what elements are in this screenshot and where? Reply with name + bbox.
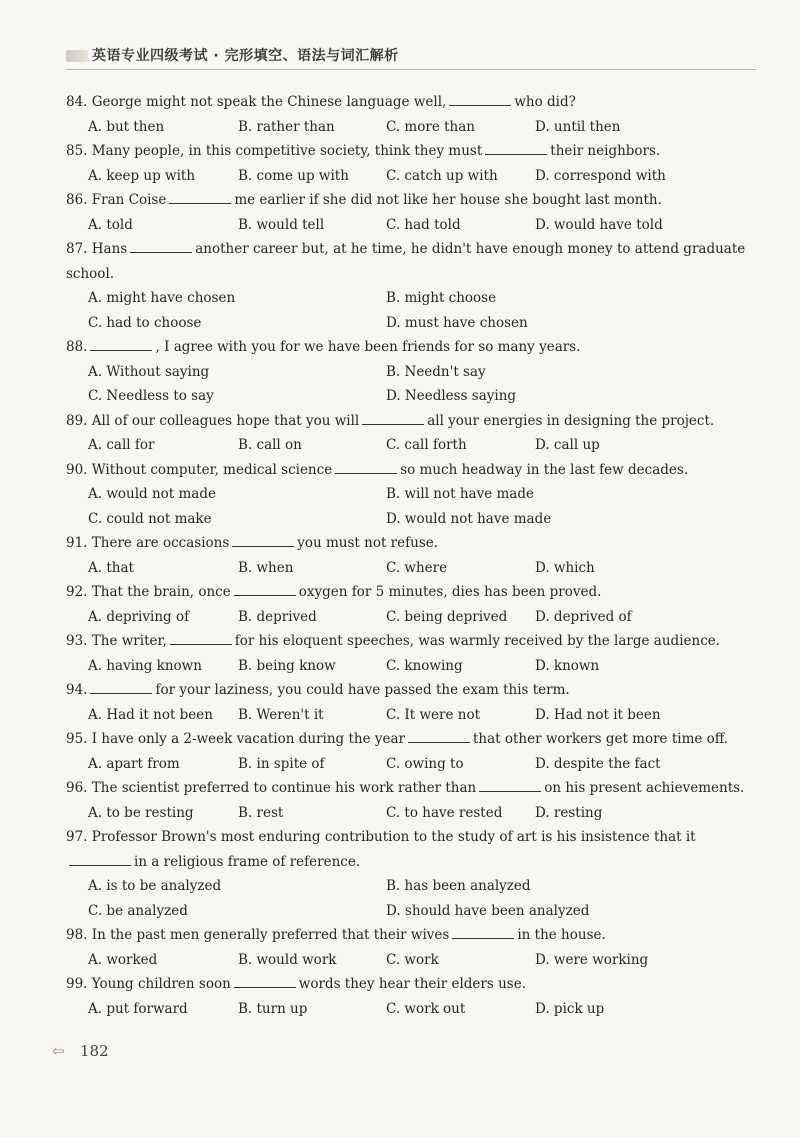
- answer-blank: [408, 730, 470, 743]
- option-d: D. should have been analyzed: [386, 902, 590, 919]
- option-row: [66, 164, 746, 189]
- option-row: [66, 752, 746, 777]
- option-row: [66, 801, 746, 826]
- option-c: C. had told: [386, 216, 461, 233]
- stem-after: who did?: [514, 94, 576, 110]
- option-row: [66, 115, 746, 140]
- question-stem: [66, 580, 746, 605]
- question-stem: [66, 188, 746, 213]
- page-footer: [52, 1042, 109, 1066]
- option-b: B. might choose: [386, 290, 497, 306]
- answer-blank: [449, 93, 511, 106]
- answer-blank: [169, 191, 231, 204]
- stem-after: all your energies in designing the project.: [427, 412, 715, 429]
- option-row: [66, 507, 746, 532]
- option-b: B. when: [238, 559, 294, 576]
- question-stem: [66, 90, 746, 115]
- option-row: [66, 433, 746, 458]
- option-c: C. It were not: [386, 706, 481, 723]
- option-row: [66, 605, 746, 630]
- page-header: [66, 42, 756, 72]
- option-b: B. Needn't say: [386, 363, 486, 380]
- option-d: D. pick up: [535, 1000, 605, 1017]
- option-a: A. having known: [88, 657, 202, 674]
- option-row: [66, 286, 746, 311]
- question-84: [66, 90, 746, 139]
- stem-after: , I agree with you for we have been friends for so many years.: [155, 339, 581, 355]
- page-number: 182: [80, 1042, 109, 1060]
- stem-after: so much headway in the last few decades.: [400, 461, 689, 478]
- option-a: A. told: [88, 216, 133, 233]
- option-b: B. call on: [238, 437, 302, 453]
- answer-blank: [234, 975, 296, 988]
- question-94: [66, 678, 746, 727]
- option-a: A. call for: [88, 437, 155, 453]
- answer-blank: [90, 338, 152, 351]
- answer-blank: [130, 240, 192, 253]
- option-b: B. deprived: [238, 608, 317, 625]
- option-row: [66, 556, 746, 581]
- answer-blank: [362, 412, 424, 425]
- option-row: [66, 213, 746, 238]
- option-row: [66, 360, 746, 385]
- option-a: A. Without saying: [88, 363, 210, 380]
- option-row: [66, 899, 746, 924]
- option-b: B. has been analyzed: [386, 878, 531, 894]
- question-98: [66, 923, 746, 972]
- question-88: [66, 335, 746, 409]
- question-92: [66, 580, 746, 629]
- answer-blank: [234, 583, 296, 596]
- stem-before: 95. I have only a 2-week vacation during the year: [66, 731, 405, 747]
- option-a: A. keep up with: [88, 167, 196, 184]
- option-d: D. known: [535, 657, 600, 674]
- option-b: B. come up with: [238, 167, 349, 184]
- stem-before: 98. In the past men generally preferred that their wives: [66, 927, 450, 943]
- option-c: C. being deprived: [386, 608, 508, 625]
- option-a: A. to be resting: [88, 804, 194, 821]
- option-a: A. put forward: [88, 1000, 188, 1017]
- option-c: C. could not make: [88, 510, 212, 527]
- option-a: A. that: [88, 559, 134, 576]
- stem-before: 97. Professor Brown's most enduring contribution to the study of art is his insistence that it: [66, 829, 696, 845]
- option-d: D. Had not it been: [535, 706, 661, 723]
- header-divider: [66, 69, 756, 70]
- stem-before: 86. Fran Coise: [66, 192, 167, 208]
- option-b: B. would work: [238, 951, 337, 968]
- option-d: D. until then: [535, 118, 621, 135]
- option-a: A. Had it not been: [88, 706, 213, 723]
- option-a: A. would not made: [88, 486, 216, 502]
- option-row: [66, 482, 746, 507]
- option-a: A. worked: [88, 951, 158, 968]
- option-row: [66, 703, 746, 728]
- question-90: [66, 458, 746, 532]
- option-c: C. call forth: [386, 437, 467, 453]
- question-85: [66, 139, 746, 188]
- option-d: D. deprived of: [535, 608, 632, 625]
- option-d: D. call up: [535, 437, 600, 453]
- answer-blank: [170, 632, 232, 645]
- stem-after: you must not refuse.: [297, 535, 439, 551]
- option-d: D. which: [535, 559, 595, 576]
- question-86: [66, 188, 746, 237]
- option-d: D. would have told: [535, 216, 663, 233]
- stem-before: 94.: [66, 682, 88, 698]
- question-87: [66, 237, 746, 335]
- stem-before: 99. Young children soon: [66, 976, 231, 992]
- question-stem: [66, 335, 746, 360]
- question-89: [66, 409, 746, 458]
- stem-after: that other workers get more time off.: [472, 731, 729, 747]
- stem-after: in the house.: [517, 927, 606, 943]
- option-c: C. work: [386, 951, 439, 968]
- stem-before: 96. The scientist preferred to continue his work rather than: [66, 780, 477, 796]
- option-b: B. being know: [238, 657, 336, 674]
- stem-after: on his present achievements.: [544, 780, 745, 796]
- option-a: A. apart from: [88, 755, 180, 772]
- question-stem: [66, 629, 746, 654]
- stem-before: 84. George might not speak the Chinese language well,: [66, 94, 447, 110]
- question-99: [66, 972, 746, 1021]
- option-b: B. Weren't it: [238, 706, 324, 723]
- option-d: D. Needless saying: [386, 388, 517, 404]
- option-a: A. depriving of: [88, 608, 190, 625]
- option-d: D. must have chosen: [386, 314, 528, 331]
- stem-after: another career but, at he time, he didn't have enough money to attend graduate school.: [66, 241, 746, 282]
- stem-after: me earlier if she did not like her house she bought last month.: [234, 192, 662, 208]
- question-stem: [66, 727, 746, 752]
- question-stem: [66, 139, 746, 164]
- question-96: [66, 776, 746, 825]
- question-stem: [66, 972, 746, 997]
- question-93: [66, 629, 746, 678]
- option-a: A. might have chosen: [88, 290, 236, 306]
- option-c: C. knowing: [386, 657, 463, 674]
- option-row: [66, 997, 746, 1022]
- answer-blank: [485, 142, 547, 155]
- question-stem: [66, 531, 746, 556]
- option-row: [66, 311, 746, 336]
- stem-after: their neighbors.: [550, 143, 661, 159]
- option-d: D. resting: [535, 804, 603, 821]
- stem-before: 91. There are occasions: [66, 535, 230, 551]
- stem-after: for his eloquent speeches, was warmly received by the large audience.: [234, 633, 721, 649]
- stem-before: 87. Hans: [66, 241, 128, 257]
- question-stem: [66, 409, 746, 434]
- option-b: B. would tell: [238, 216, 325, 233]
- option-a: A. but then: [88, 118, 165, 135]
- question-91: [66, 531, 746, 580]
- option-d: D. were working: [535, 951, 649, 968]
- option-b: B. rather than: [238, 118, 335, 135]
- option-d: D. would not have made: [386, 510, 552, 527]
- answer-blank: [232, 534, 294, 547]
- stem-after: words they hear their elders use.: [298, 976, 526, 992]
- stem-before: 92. That the brain, once: [66, 584, 231, 600]
- option-c: C. to have rested: [386, 804, 503, 821]
- option-b: B. rest: [238, 804, 284, 821]
- option-c: C. Needless to say: [88, 388, 214, 404]
- option-c: C. work out: [386, 1000, 466, 1017]
- option-b: B. will not have made: [386, 486, 534, 502]
- header-mark-icon: [66, 50, 88, 62]
- answer-blank: [69, 853, 131, 866]
- option-c: C. had to choose: [88, 314, 202, 331]
- option-b: B. in spite of: [238, 755, 325, 772]
- stem-after: for your laziness, you could have passed the exam this term.: [155, 682, 570, 698]
- option-row: [66, 654, 746, 679]
- answer-blank: [335, 461, 397, 474]
- option-c: C. owing to: [386, 755, 464, 772]
- option-d: D. correspond with: [535, 167, 666, 184]
- option-c: C. catch up with: [386, 167, 498, 184]
- stem-before: 90. Without computer, medical science: [66, 461, 333, 478]
- question-97: [66, 825, 746, 923]
- question-stem: [66, 923, 746, 948]
- option-c: C. where: [386, 559, 448, 576]
- option-row: [66, 948, 746, 973]
- question-stem: [66, 825, 746, 874]
- stem-before: 89. All of our colleagues hope that you will: [66, 412, 360, 429]
- question-95: [66, 727, 746, 776]
- question-stem: [66, 776, 746, 801]
- question-list: [66, 90, 746, 1021]
- answer-blank: [90, 681, 152, 694]
- option-c: C. be analyzed: [88, 902, 188, 919]
- question-stem: [66, 678, 746, 703]
- header-title: 英语专业四级考试 · 完形填空、语法与词汇解析: [92, 48, 399, 64]
- option-d: D. despite the fact: [535, 755, 661, 772]
- option-c: C. more than: [386, 118, 475, 135]
- option-a: A. is to be analyzed: [88, 878, 222, 894]
- option-row: [66, 384, 746, 409]
- stem-before: 85. Many people, in this competitive society, think they must: [66, 143, 483, 159]
- question-stem: [66, 237, 746, 286]
- stem-before: 88.: [66, 339, 88, 355]
- option-row: [66, 874, 746, 899]
- option-b: B. turn up: [238, 1000, 308, 1017]
- stem-after: in a religious frame of reference.: [134, 853, 361, 870]
- question-stem: [66, 458, 746, 483]
- arrow-left-icon: ⇦: [52, 1042, 65, 1060]
- stem-after: oxygen for 5 minutes, dies has been proved.: [298, 584, 602, 600]
- stem-before: 93. The writer,: [66, 633, 167, 649]
- answer-blank: [452, 926, 514, 939]
- answer-blank: [479, 779, 541, 792]
